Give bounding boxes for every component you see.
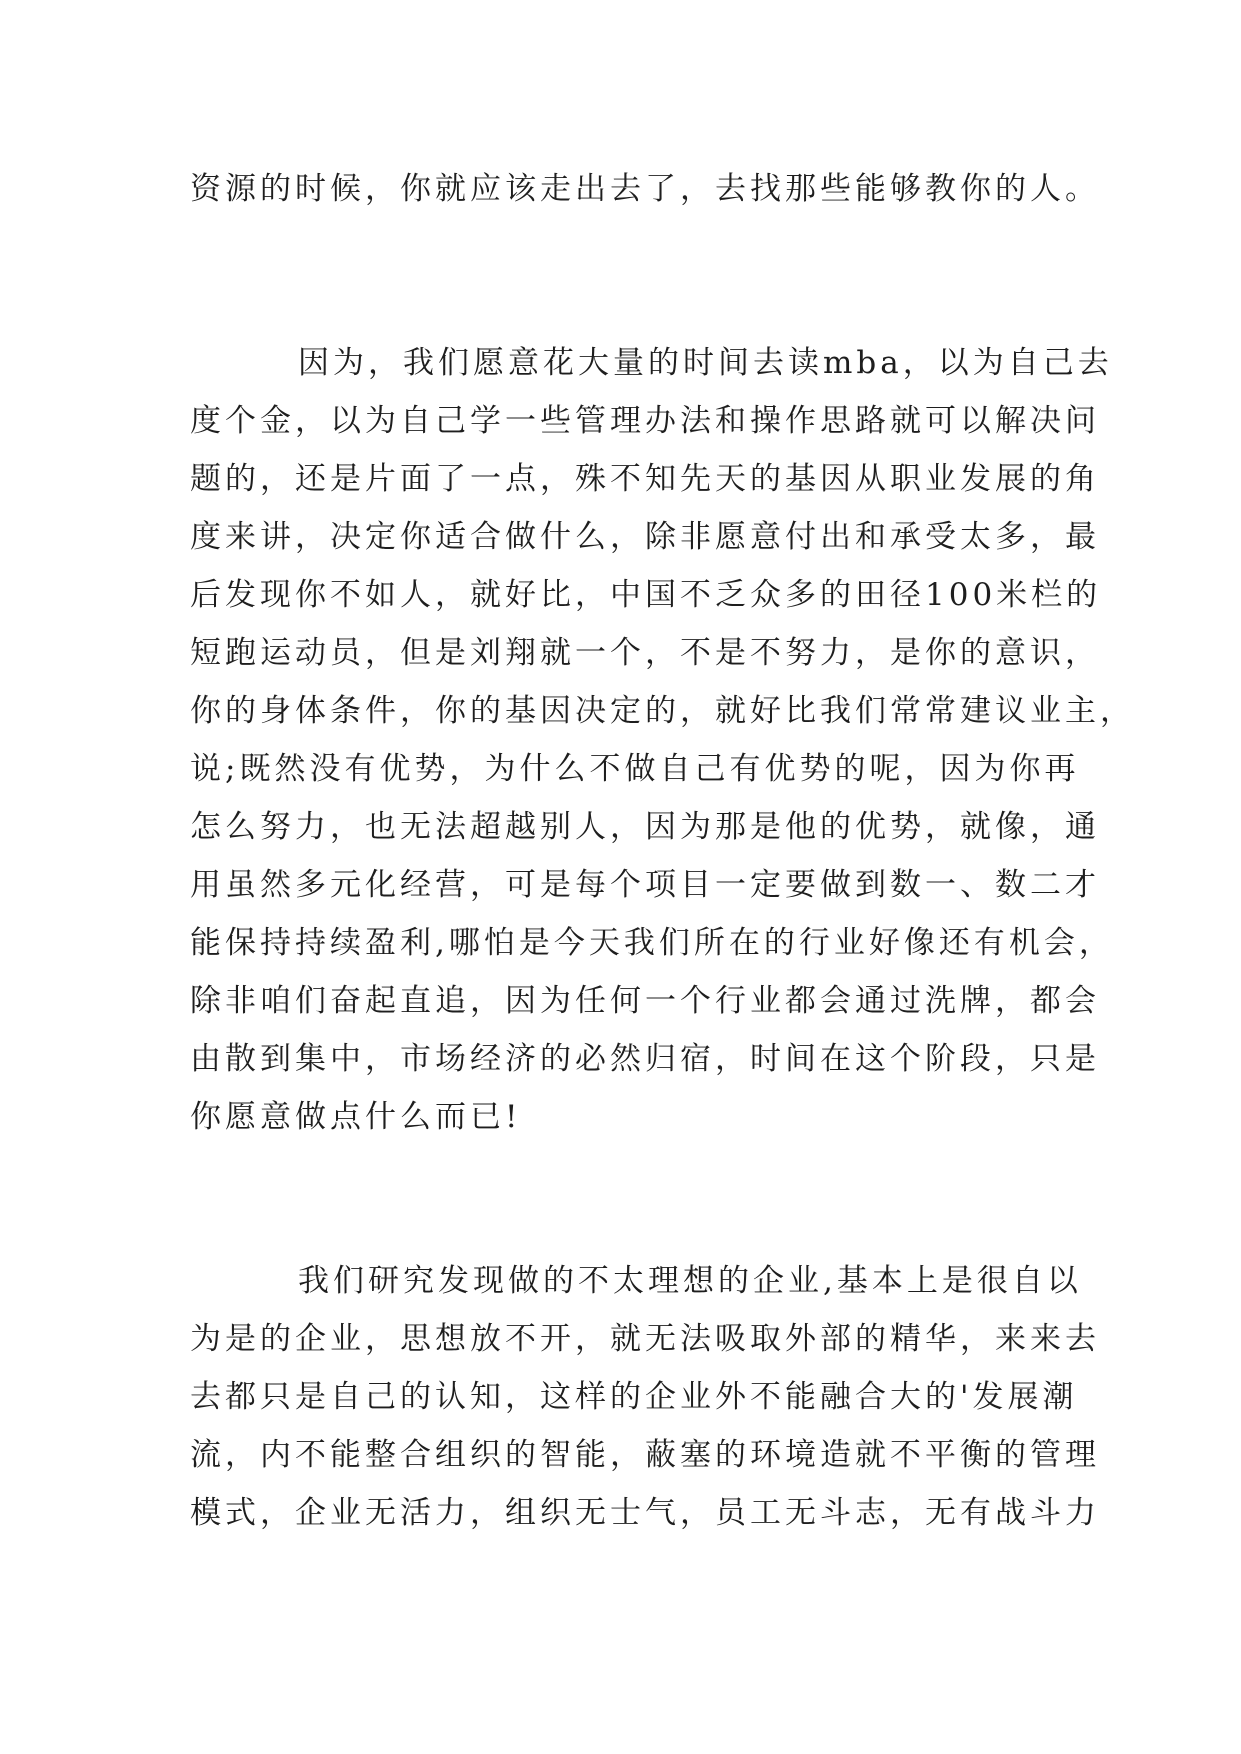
paragraph-line: 我们研究发现做的不太理想的企业,基本上是很自以: [298, 1263, 1082, 1299]
paragraph-line: 短跑运动员，但是刘翔就一个，不是不努力，是你的意识，: [190, 635, 1100, 671]
paragraph-line: 由散到集中，市场经济的必然归宿，时间在这个阶段，只是: [190, 1041, 1100, 1077]
paragraph-line: 用虽然多元化经营，可是每个项目一定要做到数一、数二才: [190, 867, 1100, 903]
paragraph-line: 资源的时候，你就应该走出去了，去找那些能够教你的人。: [190, 171, 1100, 207]
paragraph-line: 度个金，以为自己学一些管理办法和操作思路就可以解决问: [190, 403, 1100, 439]
paragraph-line: 除非咱们奋起直追，因为任何一个行业都会通过洗牌，都会: [190, 983, 1100, 1019]
paragraph-line: 流，内不能整合组织的智能，蔽塞的环境造就不平衡的管理: [190, 1437, 1100, 1473]
paragraph-line: 为是的企业，思想放不开，就无法吸取外部的精华，来来去: [190, 1321, 1100, 1357]
paragraph-3: [190, 1252, 1100, 1542]
paragraph-line: 因为，我们愿意花大量的时间去读mba，以为自己去: [298, 345, 1113, 381]
paragraph-2: [190, 334, 1135, 1146]
paragraph-line: 你愿意做点什么而已!: [190, 1099, 522, 1135]
paragraph-line: 说;既然没有优势，为什么不做自己有优势的呢，因为你再: [190, 751, 1080, 787]
paragraph-1: [190, 160, 1100, 218]
paragraph-line: 能保持持续盈利,哪怕是今天我们所在的行业好像还有机会，: [190, 925, 1114, 961]
paragraph-line: 你的身体条件，你的基因决定的，就好比我们常常建议业主，: [190, 693, 1135, 729]
paragraph-line: 怎么努力，也无法超越别人，因为那是他的优势，就像，通: [190, 809, 1100, 845]
paragraph-line: 去都只是自己的认知，这样的企业外不能融合大的'发展潮: [190, 1379, 1078, 1415]
paragraph-line: 模式，企业无活力，组织无士气，员工无斗志，无有战斗力: [190, 1495, 1100, 1531]
paragraph-line: 后发现你不如人，就好比，中国不乏众多的田径100米栏的: [190, 577, 1102, 613]
paragraph-line: 度来讲，决定你适合做什么，除非愿意付出和承受太多，最: [190, 519, 1100, 555]
paragraph-line: 题的，还是片面了一点，殊不知先天的基因从职业发展的角: [190, 461, 1100, 497]
